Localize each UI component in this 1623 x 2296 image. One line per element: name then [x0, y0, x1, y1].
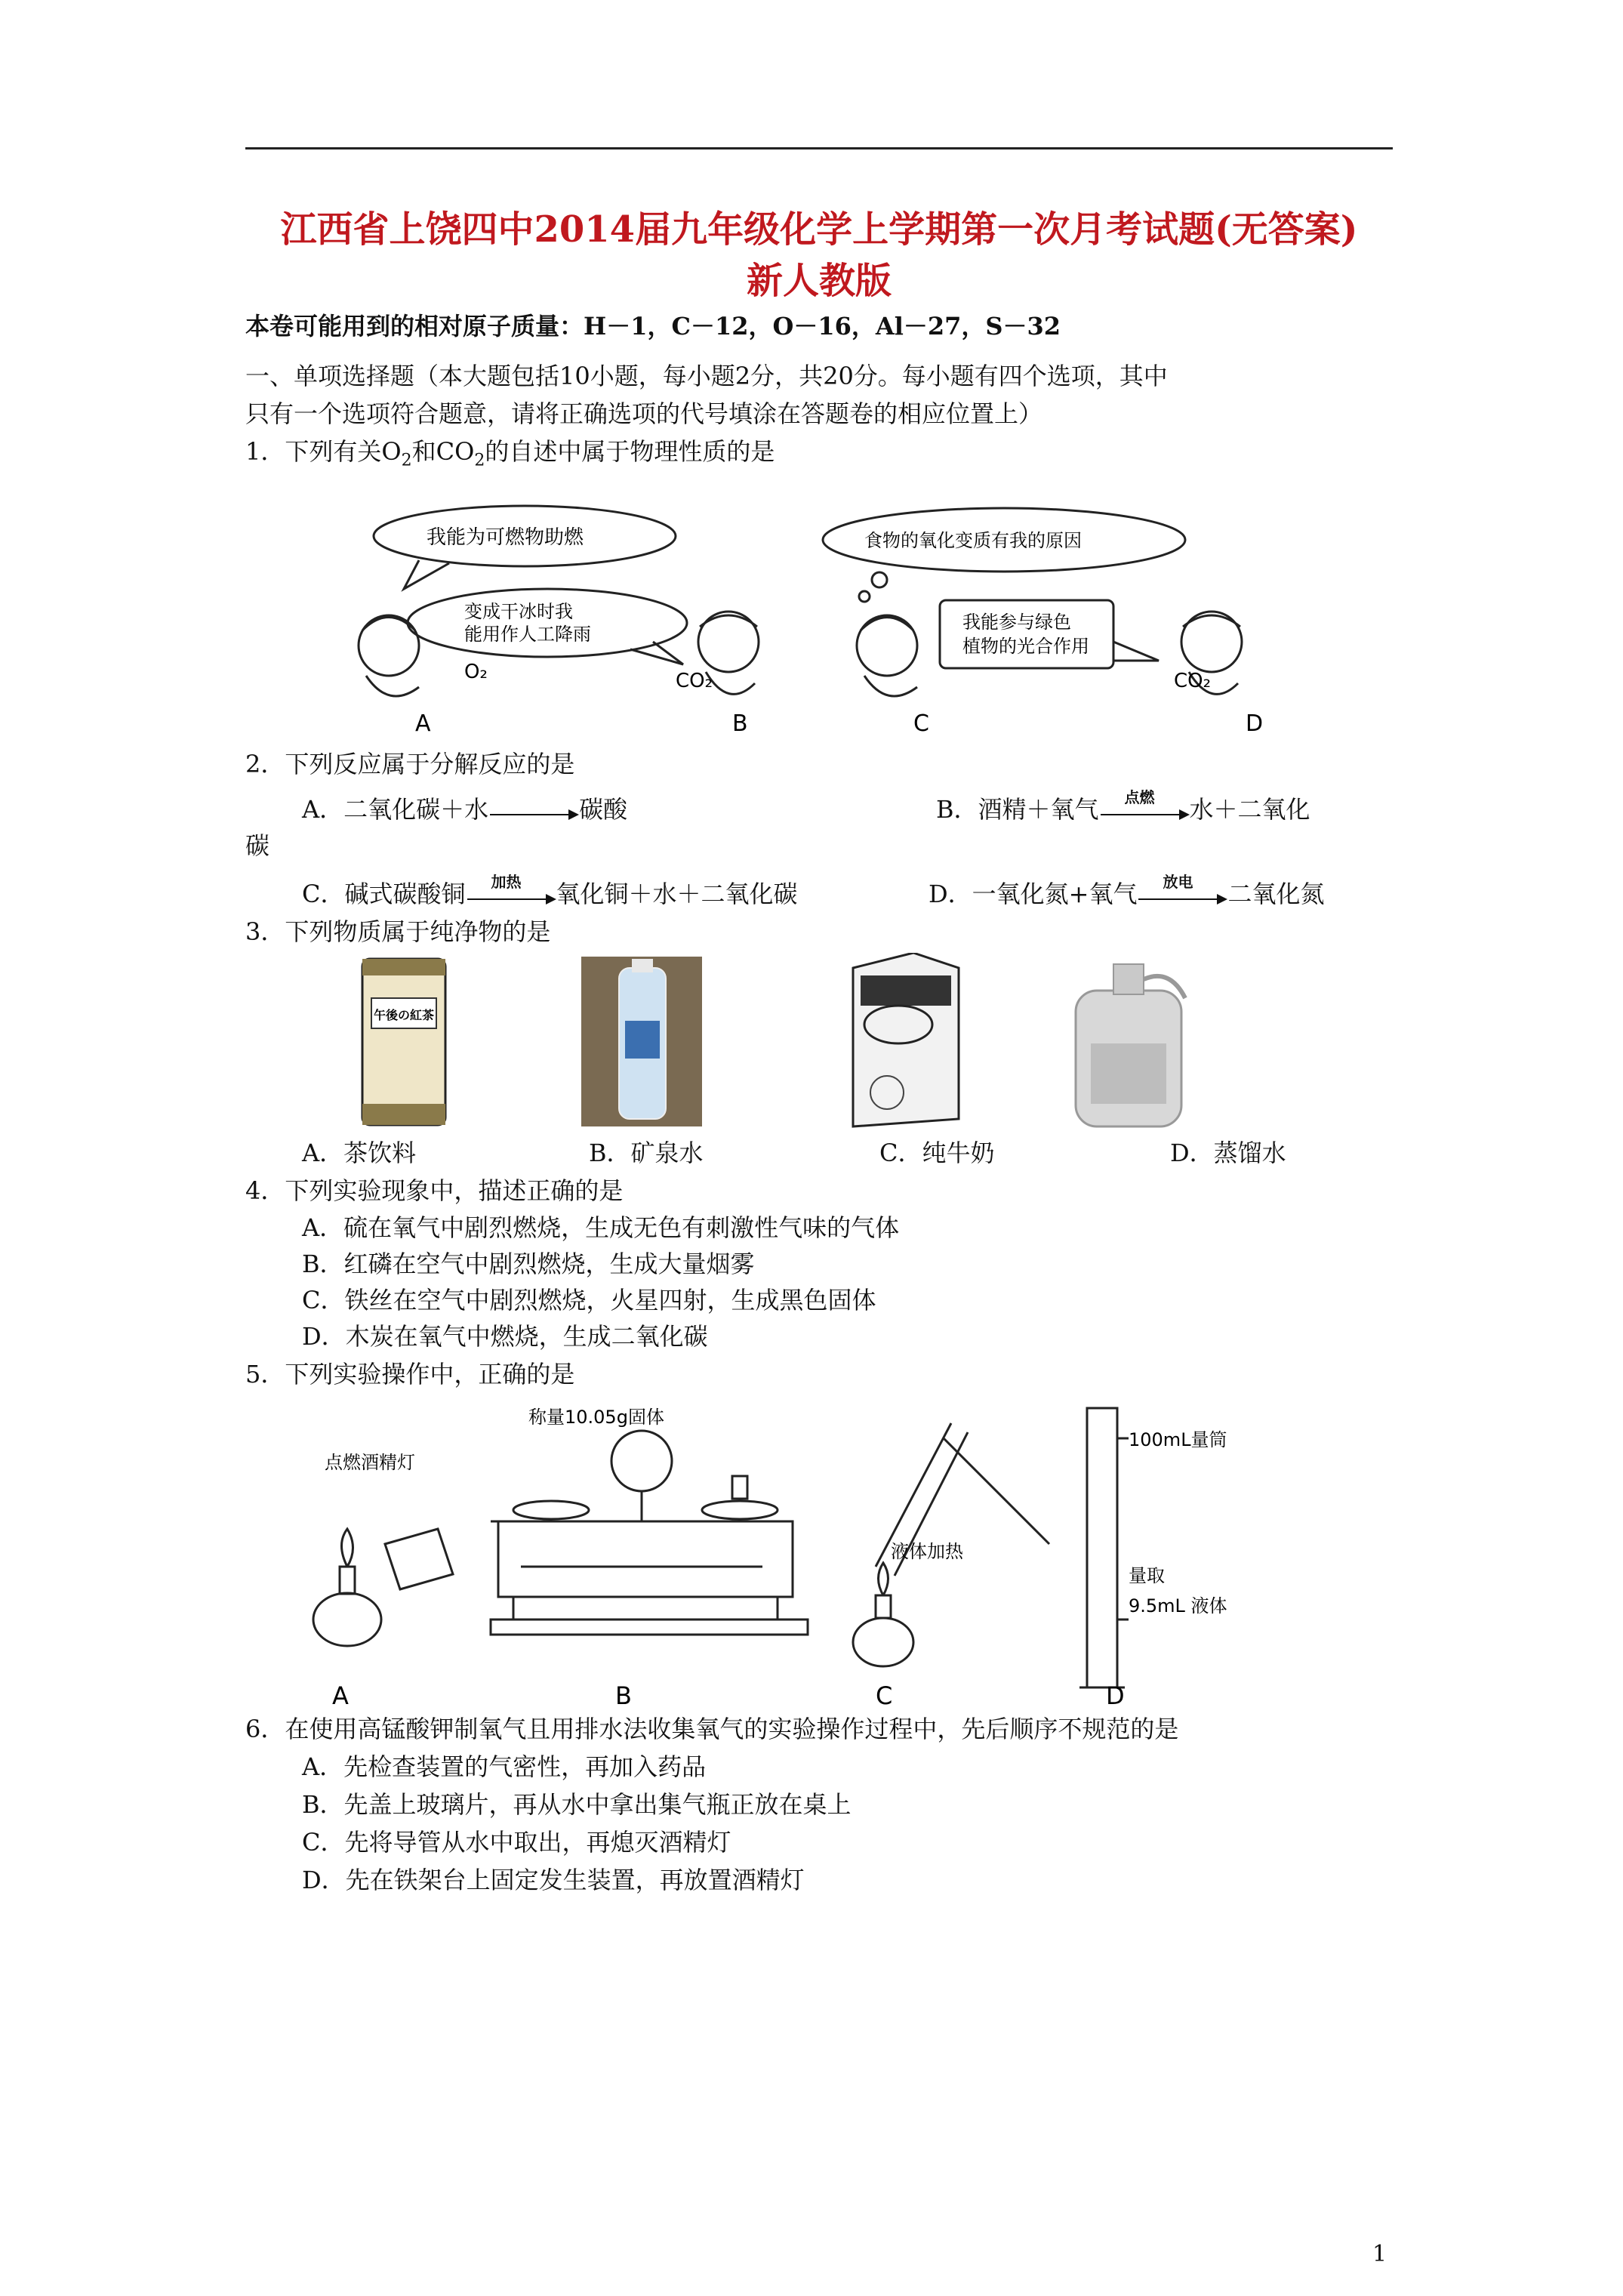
label-co2-right: CO₂ — [1174, 670, 1212, 692]
fig-label-volume: 9.5mL 液体 — [1129, 1595, 1227, 1616]
q4-option-c: C．铁丝在空气中剧烈燃烧，火星四射，生成黑色固体 — [302, 1286, 876, 1314]
bubble-a-text: 我能为可燃物助燃 — [427, 526, 584, 549]
q1-option-b: B — [732, 710, 748, 737]
q6-option-b: B．先盖上玻璃片，再从水中拿出集气瓶正放在桌上 — [302, 1790, 852, 1819]
exam-subtitle: 新人教版 — [746, 260, 892, 302]
q2-option-a: A．二氧化碳＋水 碳酸 — [302, 795, 628, 824]
tea-can-image — [362, 959, 445, 1125]
reaction-arrow — [488, 800, 579, 823]
bubble-b-text-line2: 能用作人工降雨 — [464, 624, 591, 645]
q4-option-d: D．木炭在氧气中燃烧，生成二氧化碳 — [302, 1322, 708, 1351]
q3-option-c: C．纯牛奶 — [879, 1139, 995, 1167]
atomic-mass-note: 本卷可能用到的相对原子质量：H－1，C－12，O－16，Al－27，S－32 — [245, 312, 1061, 341]
q5-option-b: B — [615, 1681, 632, 1710]
milk-box-image — [853, 953, 959, 1126]
q4-option-a: A．硫在氧气中剧烈燃烧，生成无色有刺激性气味的气体 — [302, 1213, 900, 1242]
question-5-stem: 5．下列实验操作中，正确的是 — [245, 1360, 575, 1388]
can-label-text: 午後の紅茶 — [373, 1008, 435, 1022]
bubble-d-text-line1: 我能参与绿色 — [962, 612, 1071, 633]
fig-label-light-lamp: 点燃酒精灯 — [325, 1452, 415, 1473]
mineral-water-image — [581, 957, 702, 1126]
q1-option-a: A — [415, 710, 431, 737]
reaction-arrow-discharge: 放电 — [1137, 885, 1227, 908]
reaction-arrow-heat: 加热 — [466, 885, 556, 908]
q6-option-c: C．先将导管从水中取出，再熄灭酒精灯 — [302, 1828, 731, 1857]
q5-option-a: A — [332, 1681, 349, 1710]
q5-option-d: D — [1106, 1681, 1125, 1710]
fig-label-weigh: 称量10.05g固体 — [528, 1407, 664, 1428]
question-2-stem: 2．下列反应属于分解反应的是 — [245, 750, 575, 778]
fig-label-cylinder: 100mL量筒 — [1129, 1429, 1227, 1450]
bubble-d-text-line2: 植物的光合作用 — [962, 636, 1089, 657]
question-1-figure — [343, 491, 1393, 740]
page-number: 1 — [1372, 2241, 1387, 2267]
label-o2-left: O₂ — [464, 661, 488, 683]
question-3-stem: 3．下列物质属于纯净物的是 — [245, 917, 551, 946]
question-4-stem: 4．下列实验现象中，描述正确的是 — [245, 1176, 624, 1205]
q6-option-a: A．先检查装置的气密性，再加入药品 — [302, 1752, 707, 1781]
section-heading-line2: 只有一个选项符合题意，请将正确选项的代号填涂在答题卷的相应位置上） — [245, 399, 1043, 428]
reaction-arrow-ignite: 点燃 — [1099, 800, 1190, 823]
bubble-c-text: 食物的氧化变质有我的原因 — [864, 530, 1082, 551]
bubble-b-text-line1: 变成干冰时我 — [464, 601, 573, 622]
question-3-figure — [355, 953, 1336, 1134]
q4-option-b: B．红磷在空气中剧烈燃烧，生成大量烟雾 — [302, 1250, 755, 1278]
section-heading-line1: 一、单项选择题（本大题包括10小题，每小题2分，共20分。每小题有四个选项，其中 — [245, 362, 1168, 390]
q6-option-d: D．先在铁架台上固定发生装置，再放置酒精灯 — [302, 1866, 805, 1894]
q3-option-b: B．矿泉水 — [589, 1139, 704, 1167]
fig-label-measure: 量取 — [1129, 1565, 1165, 1586]
q1-option-c: C — [913, 710, 929, 737]
label-co2-left: CO₂ — [676, 670, 713, 692]
q5-option-c: C — [876, 1681, 893, 1710]
q3-option-a: A．茶饮料 — [302, 1139, 417, 1167]
q2-option-b: B．酒精＋氧气 点燃 水＋二氧化 — [936, 787, 1310, 824]
header-rule — [245, 147, 1393, 149]
q2-option-d: D．一氧化氮+氧气 放电 二氧化氮 — [929, 872, 1325, 908]
question-5-figure — [302, 1393, 1283, 1710]
fig-label-heat-liquid: 液体加热 — [891, 1541, 963, 1562]
q1-option-d: D — [1246, 710, 1264, 737]
question-1-stem: 1．下列有关$O_2$和$CO_2$的自述中属于物理性质的是 — [245, 437, 775, 470]
q2-option-b-wrap: 碳 — [245, 831, 270, 860]
distilled-water-bottle-image — [1076, 964, 1185, 1126]
q3-option-d: D．蒸馏水 — [1170, 1139, 1286, 1167]
exam-title: 江西省上饶四中2014届九年级化学上学期第一次月考试题(无答案) — [280, 208, 1358, 251]
question-6-stem: 6．在使用高锰酸钾制氧气且用排水法收集氧气的实验操作过程中，先后顺序不规范的是 — [245, 1715, 1179, 1743]
q2-option-c: C．碱式碳酸铜 加热 氧化铜＋水＋二氧化碳 — [302, 872, 798, 908]
